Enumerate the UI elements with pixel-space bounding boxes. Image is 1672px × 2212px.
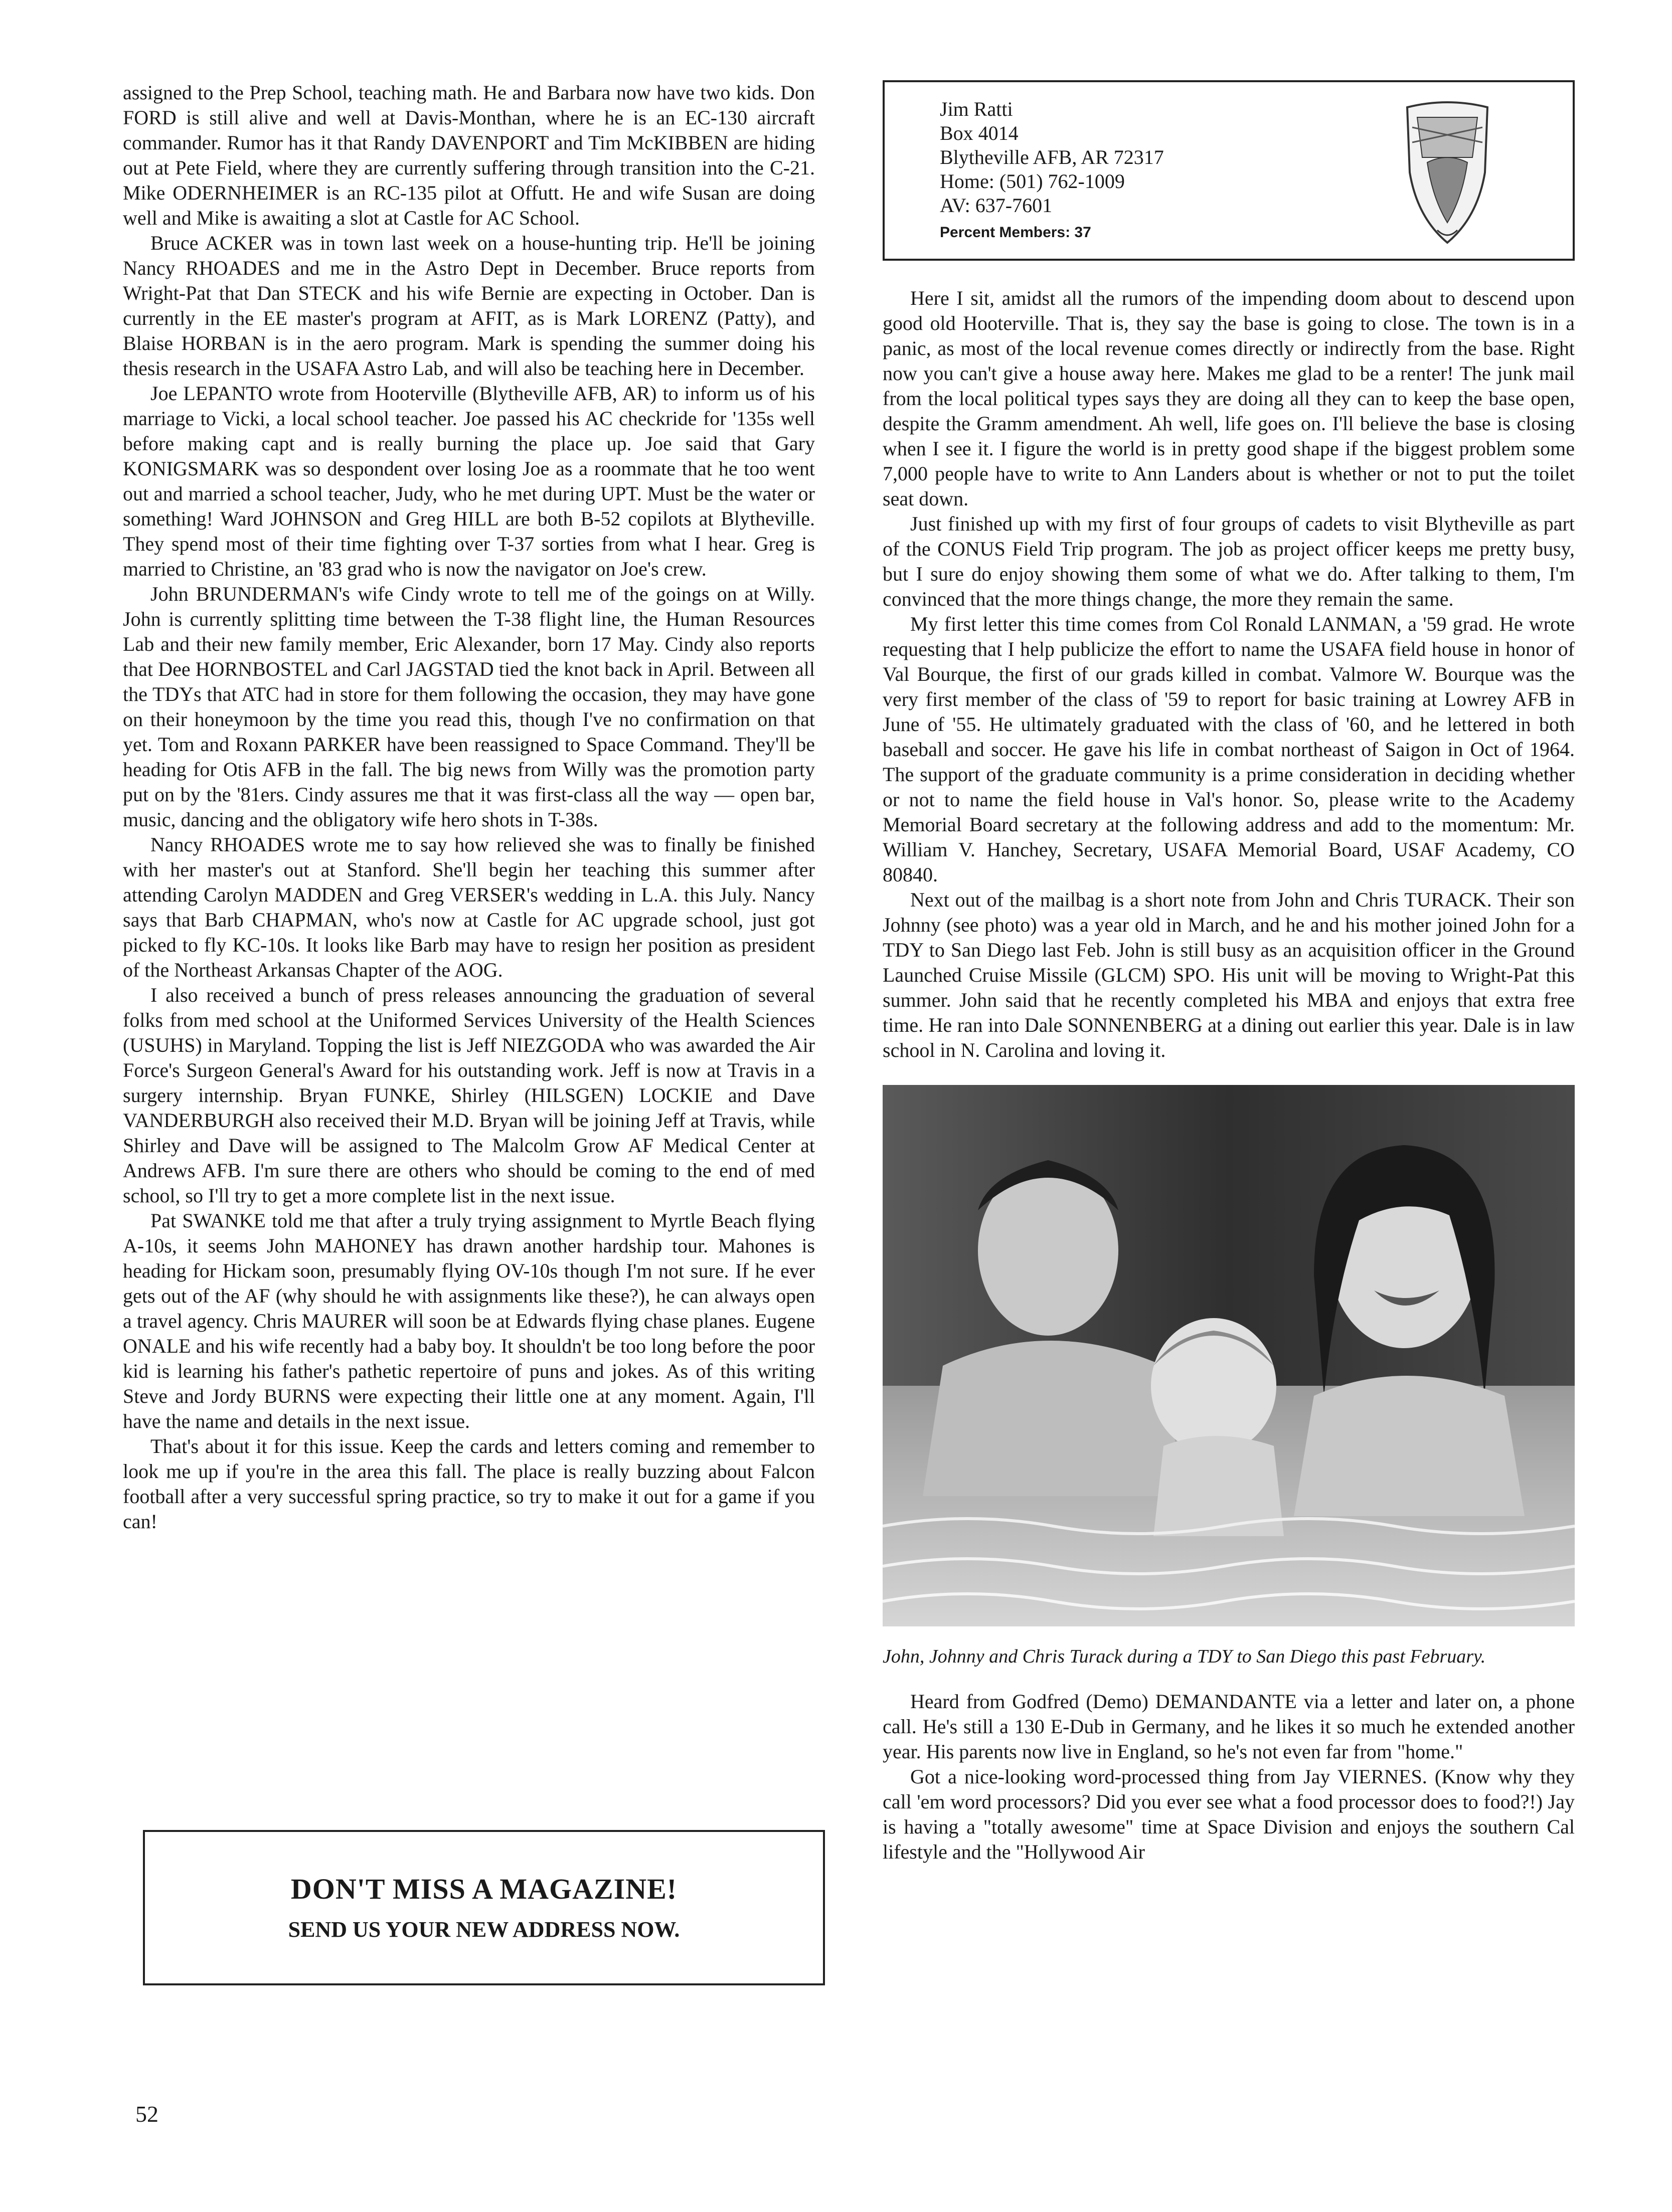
paragraph: Just finished up with my first of four groups of cadets to visit Blytheville as part of the CONUS Field Trip program. The job as project officer keeps me pretty busy, but I sure do enjoy showing them some of what we do. After talking to them, I'm convinced that the more things change, the more they remain the same. [883,512,1575,610]
paragraph: John BRUNDERMAN's wife Cindy wrote to tell me of the goings on at Willy. John is currently splitting time between the T-38 flight line, the Human Resources Lab and their new family member, Eric Alexander, born 17 May. Cindy also reports that Dee HORNBOSTEL and Carl JAGSTAD tied the knot back in April. Between all the TDYs that ATC had in store for them following the occasion, they may have gone on their honeymoon by the time you read this, though I've no confirmation on that yet. Tom and Roxann PARKER have been reassigned to Space Command. They'll be heading for Otis AFB in the fall. The big news from Willy was the promotion party put on by the '81ers. Cindy assures me that it was first-class all the way — open bar, music, dancing and the obligatory wife hero shots in T-38s. [123,583,815,831]
class-crest-icon [1397,97,1497,248]
notice-subline: SEND US YOUR NEW ADDRESS NOW. [288,1917,680,1942]
address-change-notice [143,1830,825,1985]
paragraph: Heard from Godfred (Demo) DEMANDANTE via a letter and later on, a phone call. He's still a 130 E-Dub in Germany, and he likes it so much he extended another year. His parents now live in England, so he's not even far from "home." [883,1690,1575,1763]
paragraph: That's about it for this issue. Keep the cards and letters coming and remember to look me up if you're in the area this fall. The place is really buzzing about Falcon football after a very successful spring practice, so try to make it out for a game if you can! [123,1435,815,1533]
paragraph: Next out of the mailbag is a short note from John and Chris TURACK. Their son Johnny (see photo) was a year old in March, and he and his mother joined John for a TDY to San Diego last Feb. John is still busy as an acquisition officer in the Ground Launched Cruise Missile (GLCM) SPO. His unit will be moving to Wright-Pat this summer. John said that he recently completed his MBA and enjoys that extra free time. He ran into Dale SONNENBERG at a dining out earlier this year. Dale is in law school in N. Carolina and loving it. [883,888,1575,1061]
notice-headline: DON'T MISS A MAGAZINE! [290,1873,678,1905]
contact-home-phone: Home: (501) 762-1009 [940,170,1125,193]
contact-box-number: Box 4014 [940,122,1019,144]
percent-members: Percent Members: 37 [940,224,1091,241]
right-column [883,80,1575,1865]
paragraph: Here I sit, amidst all the rumors of the impending doom about to descend upon good old Hooterville. That is, they say the base is going to close. The town is in a panic, as most of the local revenue comes directly or indirectly from the base. Right now you can't give a house away here. Makes me glad to be a renter! The junk mail from the local political types says they are doing all they can to keep the base open, despite the Gramm amendment. Ah well, life goes on. I'll believe the base is closing when I see it. I figure the world is in pretty good shape if the biggest problem some 7,000 people have to write to Ann Landers about is whether or not to put the toilet seat down. [883,287,1575,510]
paragraph: I also received a bunch of press releases announcing the graduation of several folks from med school at the Uniformed Services University of the Health Sciences (USUHS) in Maryland. Topping the list is Jeff NIEZGODA who was awarded the Air Force's Surgeon General's Award for his outstanding work. Jeff is now at Travis in a surgery internship. Bryan FUNKE, Shirley (HILSGEN) LOCKIE and Dave VANDERBURGH also received their M.D. Bryan will be joining Jeff at Travis, while Shirley and Dave will be assigned to The Malcolm Grow AF Medical Center at Andrews AFB. I'm sure there are others who should be coming to the end of med school, so I'll try to get a more complete list in the next issue. [123,984,815,1207]
left-column [123,80,815,1534]
paragraph: My first letter this time comes from Col Ronald LANMAN, a '59 grad. He wrote requesting that I help publicize the effort to name the USAFA field house in honor of Val Bourque, the first of our grads killed in combat. Valmore W. Bourque was the very first member of the class of '59 to report for basic training at Lowrey AFB in June of '55. He ultimately graduated with the class of '60, and he lettered in both baseball and soccer. He gave his life in combat northeast of Saigon in Oct of 1964. The support of the graduate community is a prime consideration in deciding whether or not to name the field house in Val's honor. So, please write to the Academy Memorial Board secretary at the following address and add to the momentum: Mr. William V. Hanchey, Secretary, USAFA Memorial Board, USAF Academy, CO 80840. [883,613,1575,886]
paragraph: Got a nice-looking word-processed thing from Jay VIERNES. (Know why they call 'em word processors? Did you ever see what a food processor does to food?!) Jay is having a "totally awesome" time at Space Division and enjoys the southern Cal lifestyle and the "Hollywood Air [883,1765,1575,1863]
paragraph: assigned to the Prep School, teaching math. He and Barbara now have two kids. Don FORD is still alive and well at Davis-Monthan, where he is an EC-130 aircraft commander. Rumor has it that Randy DAVENPORT and Tim McKIBBEN are hiding out at Pete Field, where they are currently suffering through transition into the C-21. Mike ODERNHEIMER is an RC-135 pilot at Offutt. He and wife Susan are doing well and Mike is awaiting a slot at Castle for AC School. [123,81,815,229]
contact-name: Jim Ratti [940,98,1013,120]
paragraph: Pat SWANKE told me that after a truly trying assignment to Myrtle Beach flying A-10s, it seems John MAHONEY has drawn another hardship tour. Mahones is heading for Hickam soon, presumably flying OV-10s though I'm not sure. If he ever gets out of the AF (why should he with assignments like these?), he can always open a travel agency. Chris MAURER will soon be at Edwards flying chase planes. Eugene ONALE and his wife recently had a baby boy. It shouldn't be too long before the poor kid is learning his father's pathetic repertoire of puns and jokes. As of this writing Steve and Jordy BURNS were expecting their little one at any moment. Again, I'll have the name and details in the next issue. [123,1209,815,1432]
family-photo [883,1085,1575,1626]
contact-box [883,80,1575,261]
photo-caption: John, Johnny and Chris Turack during a TDY to San Diego this past February. [883,1646,1486,1667]
contact-av-phone: AV: 637-7601 [940,194,1053,217]
page-number: 52 [135,2101,158,2127]
contact-address: Blytheville AFB, AR 72317 [940,146,1164,168]
paragraph: Bruce ACKER was in town last week on a house-hunting trip. He'll be joining Nancy RHOADES and me in the Astro Dept in December. Bruce reports from Wright-Pat that Dan STECK and his wife Bernie are expecting in October. Dan is currently in the EE master's program at AFIT, as is Mark LORENZ (Patty), and Blaise HORBAN is in the aero program. Mark is spending the summer doing his thesis research in the USAFA Astro Lab, and will also be teaching here in December. [123,232,815,380]
paragraph: Nancy RHOADES wrote me to say how relieved she was to finally be finished with her master's out at Stanford. She'll begin her teaching this summer after attending Carolyn MADDEN and Greg VERSER's wedding in L.A. this July. Nancy says that Barb CHAPMAN, who's now at Castle for AC upgrade school, just got picked to fly KC-10s. It looks like Barb may have to resign her position as president of the Northeast Arkansas Chapter of the AOG. [123,833,815,981]
paragraph: Joe LEPANTO wrote from Hooterville (Blytheville AFB, AR) to inform us of his marriage to Vicki, a local school teacher. Joe passed his AC checkride for '135s well before making capt and is really burning the place up. Joe said that Gary KONIGSMARK was so despondent over losing Joe as a roommate that he too went out and married a school teacher, Judy, who he met during UPT. Must be the water or something! Ward JOHNSON and Greg HILL are both B-52 copilots at Blytheville. They spend most of their time fighting over T-37 sorties from what I hear. Greg is married to Christine, an '83 grad who is now the navigator on Joe's crew. [123,382,815,580]
